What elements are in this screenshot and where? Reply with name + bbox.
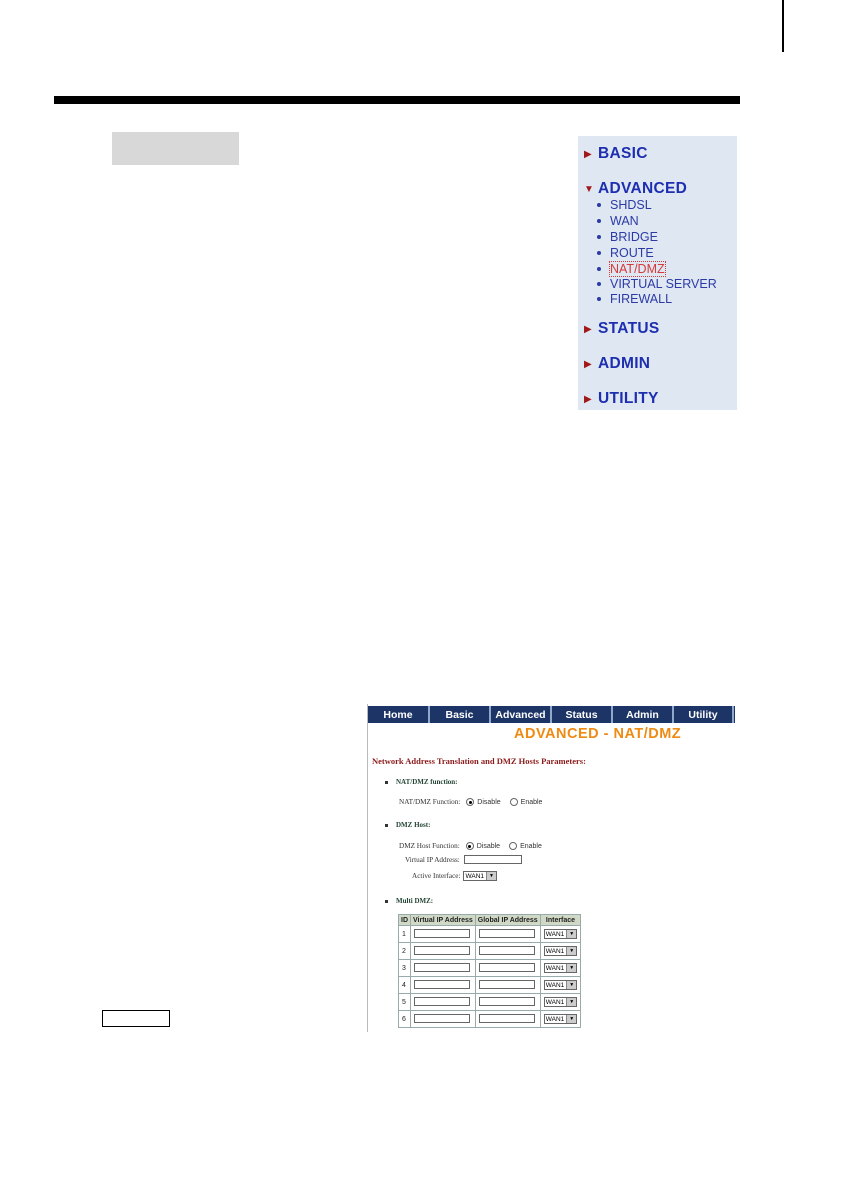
row-id: 3 xyxy=(399,960,411,977)
nat-dmz-panel xyxy=(367,704,735,1032)
menu-section-basic[interactable] xyxy=(584,145,648,163)
row-id: 1 xyxy=(399,926,411,943)
interface-cell xyxy=(540,926,581,943)
nat-function-row xyxy=(399,798,551,806)
dmz-function-row xyxy=(399,842,551,850)
dmz-enable-radio[interactable]: Enable xyxy=(509,842,542,850)
dropdown-arrow-icon: ▼ xyxy=(566,1015,576,1023)
square-bullet-icon xyxy=(385,781,388,784)
menu-section-utility[interactable] xyxy=(584,390,659,408)
nav-admin[interactable]: Admin xyxy=(613,706,674,723)
menu-section-advanced[interactable] xyxy=(584,180,687,198)
global-ip-cell xyxy=(475,1011,540,1028)
table-row xyxy=(399,1011,581,1028)
global-ip-cell xyxy=(475,926,540,943)
bullet-icon xyxy=(597,251,601,255)
menu-item-wan[interactable]: WAN xyxy=(597,214,639,228)
square-bullet-icon xyxy=(385,824,388,827)
radio-selected-icon xyxy=(466,842,474,850)
radio-selected-icon xyxy=(466,798,474,806)
menu-item-nat-dmz[interactable]: NAT/DMZ xyxy=(597,262,665,276)
dmz-interface-row xyxy=(412,871,497,881)
bullet-icon xyxy=(597,203,601,207)
square-bullet-icon xyxy=(385,900,388,903)
virtual-ip-cell xyxy=(411,926,476,943)
active-interface-select[interactable]: WAN1 ▼ xyxy=(463,871,497,881)
menu-section-label: STATUS xyxy=(598,320,660,337)
nat-disable-radio[interactable]: Disable xyxy=(466,798,500,806)
collapsed-triangle-icon: ▶ xyxy=(584,148,592,160)
menu-item-virtual-server[interactable]: VIRTUAL SERVER xyxy=(597,277,717,291)
dmz-host-section: DMZ Host: xyxy=(385,821,430,829)
dmz-disable-radio[interactable]: Disable xyxy=(466,842,500,850)
virtual-ip-input[interactable] xyxy=(414,980,470,989)
menu-item-route[interactable]: ROUTE xyxy=(597,246,654,260)
menu-section-admin[interactable] xyxy=(584,355,650,373)
menu-item-firewall[interactable]: FIREWALL xyxy=(597,292,672,306)
global-ip-input[interactable] xyxy=(479,946,535,955)
interface-cell xyxy=(540,994,581,1011)
global-ip-input[interactable] xyxy=(479,980,535,989)
dmz-function-label: DMZ Host Function: xyxy=(399,842,460,850)
dmz-vip-row xyxy=(405,855,522,864)
dropdown-arrow-icon: ▼ xyxy=(566,964,576,972)
nav-utility[interactable]: Utility xyxy=(674,706,734,723)
radio-unselected-icon xyxy=(510,798,518,806)
bullet-icon xyxy=(597,235,601,239)
vip-label: Virtual IP Address: xyxy=(405,855,460,864)
menu-item-shdsl[interactable]: SHDSL xyxy=(597,198,652,212)
virtual-ip-input[interactable] xyxy=(464,855,522,864)
row-id: 2 xyxy=(399,943,411,960)
bullet-icon xyxy=(597,297,601,301)
dropdown-arrow-icon: ▼ xyxy=(566,930,576,938)
virtual-ip-cell xyxy=(411,977,476,994)
menu-section-label: ADVANCED xyxy=(598,180,688,197)
interface-cell xyxy=(540,977,581,994)
virtual-ip-input[interactable] xyxy=(414,963,470,972)
virtual-ip-input[interactable] xyxy=(414,946,470,955)
section-heading: Network Address Translation and DMZ Hosts Parameters: xyxy=(372,756,586,766)
collapsed-triangle-icon: ▶ xyxy=(584,323,592,335)
interface-select[interactable]: WAN1 ▼ xyxy=(544,1014,578,1024)
interface-cell xyxy=(540,960,581,977)
bullet-icon xyxy=(597,219,601,223)
col-id: ID xyxy=(399,915,411,926)
global-ip-cell xyxy=(475,943,540,960)
menu-section-label: UTILITY xyxy=(598,390,659,407)
dropdown-arrow-icon: ▼ xyxy=(566,981,576,989)
expanded-triangle-icon: ▼ xyxy=(584,183,594,195)
vertical-rule xyxy=(782,0,784,52)
multi-dmz-section: Multi DMZ: xyxy=(385,897,433,905)
menu-item-bridge[interactable]: BRIDGE xyxy=(597,230,658,244)
virtual-ip-input[interactable] xyxy=(414,1014,470,1023)
virtual-ip-input[interactable] xyxy=(414,997,470,1006)
interface-select[interactable]: WAN1 ▼ xyxy=(544,929,578,939)
table-row xyxy=(399,926,581,943)
global-ip-cell xyxy=(475,977,540,994)
bullet-icon xyxy=(597,267,601,271)
virtual-ip-cell xyxy=(411,1011,476,1028)
header-rule xyxy=(54,96,740,104)
virtual-ip-input[interactable] xyxy=(414,929,470,938)
dropdown-arrow-icon: ▼ xyxy=(566,947,576,955)
col-interface: Interface xyxy=(540,915,581,926)
nav-status[interactable]: Status xyxy=(552,706,613,723)
menu-section-status[interactable] xyxy=(584,320,660,338)
row-id: 6 xyxy=(399,1011,411,1028)
side-menu xyxy=(578,136,737,410)
nat-function-label: NAT/DMZ Function: xyxy=(399,798,461,806)
virtual-ip-cell xyxy=(411,943,476,960)
virtual-ip-cell xyxy=(411,994,476,1011)
col-global-ip: Global IP Address xyxy=(475,915,540,926)
top-navbar xyxy=(368,706,735,723)
nat-function-section: NAT/DMZ function: xyxy=(385,778,458,786)
global-ip-cell xyxy=(475,994,540,1011)
radio-unselected-icon xyxy=(509,842,517,850)
table-row xyxy=(399,943,581,960)
global-ip-input[interactable] xyxy=(479,963,535,972)
col-virtual-ip: Virtual IP Address xyxy=(411,915,476,926)
bullet-icon xyxy=(597,282,601,286)
interface-label: Active Interface: xyxy=(412,872,461,880)
global-ip-input[interactable] xyxy=(479,997,535,1006)
collapsed-triangle-icon: ▶ xyxy=(584,358,592,370)
menu-section-label: ADMIN xyxy=(598,355,651,372)
dropdown-arrow-icon: ▼ xyxy=(566,998,576,1006)
gray-label-box xyxy=(112,132,239,165)
collapsed-triangle-icon: ▶ xyxy=(584,393,592,405)
interface-cell xyxy=(540,943,581,960)
table-header-row xyxy=(399,915,581,926)
page-title: ADVANCED - NAT/DMZ xyxy=(514,726,682,742)
global-ip-cell xyxy=(475,960,540,977)
row-id: 5 xyxy=(399,994,411,1011)
empty-label-box xyxy=(102,1010,170,1027)
global-ip-input[interactable] xyxy=(479,929,535,938)
interface-select[interactable]: WAN1 ▼ xyxy=(544,946,578,956)
table-row xyxy=(399,977,581,994)
nav-advanced[interactable]: Advanced xyxy=(491,706,552,723)
interface-select[interactable]: WAN1 ▼ xyxy=(544,963,578,973)
multi-dmz-table xyxy=(398,914,581,1028)
interface-select[interactable]: WAN1 ▼ xyxy=(544,997,578,1007)
virtual-ip-cell xyxy=(411,960,476,977)
nav-home[interactable]: Home xyxy=(368,706,430,723)
nav-basic[interactable]: Basic xyxy=(430,706,491,723)
nat-enable-radio[interactable]: Enable xyxy=(510,798,543,806)
table-row xyxy=(399,994,581,1011)
row-id: 4 xyxy=(399,977,411,994)
table-row xyxy=(399,960,581,977)
interface-cell xyxy=(540,1011,581,1028)
dropdown-arrow-icon: ▼ xyxy=(486,872,496,880)
interface-select[interactable]: WAN1 ▼ xyxy=(544,980,578,990)
menu-section-label: BASIC xyxy=(598,145,648,162)
global-ip-input[interactable] xyxy=(479,1014,535,1023)
